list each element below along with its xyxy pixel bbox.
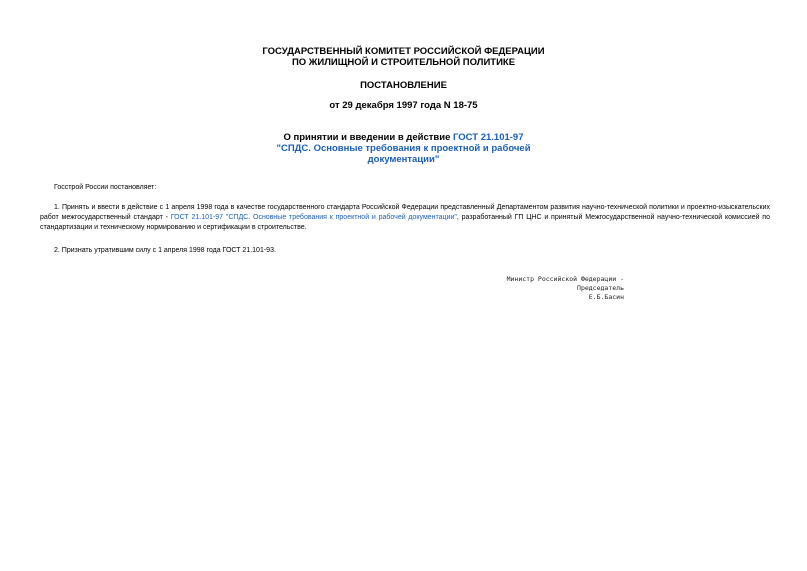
paragraph-2: 2. Признать утратившим силу с 1 апреля 1998 года ГОСТ 21.101-93. — [54, 247, 276, 254]
gost-title-link-line-2[interactable]: документации" — [367, 154, 440, 165]
paragraph-1-gost-link[interactable]: ГОСТ 21.101-97 "СПДС. Основные требования к проектной и рабочей документации" — [170, 214, 457, 221]
signature-block — [470, 275, 624, 302]
gost-title-link-line-1[interactable]: "СПДС. Основные требования к проектной и рабочей — [276, 143, 531, 154]
issuer-header — [150, 46, 657, 68]
decree-date: от 29 декабря 1997 года N 18-75 — [329, 100, 478, 111]
decree-type: ПОСТАНОВЛЕНИЕ — [360, 80, 447, 91]
issuer-line-1: ГОСУДАРСТВЕННЫЙ КОМИТЕТ РОССИЙСКОЙ ФЕДЕРАЦИИ — [262, 46, 545, 57]
signature-position: Министр Российской Федерации - — [506, 275, 624, 283]
signature-name: Е.Б.Басин — [588, 293, 624, 301]
paragraph-1-text-before: 1. Принять и ввести в действие с 1 апреля 1998 года в качестве государственного стандарта Российской Федерации представленный Департаментом развития научно-технической политики и проектно-изыскательских работ межгосударственный стандарт - — [40, 204, 770, 221]
intro-paragraph: Госстрой России постановляет: — [54, 184, 157, 191]
decree-subject — [150, 132, 657, 165]
gost-link[interactable]: ГОСТ 21.101-97 — [453, 132, 524, 143]
signature-title: Председатель — [577, 284, 624, 292]
subject-prefix: О принятии и введении в действие — [283, 132, 453, 143]
paragraph-1-text-after: , разработанный ГП ЦНС и принятый Межгосударственной научно-технической комиссией по стандартизации и техническому нормированию и сертификации в строительстве. — [40, 214, 770, 231]
issuer-line-2: ПО ЖИЛИЩНОЙ И СТРОИТЕЛЬНОЙ ПОЛИТИКЕ — [291, 57, 516, 68]
paragraph-1 — [40, 203, 770, 233]
